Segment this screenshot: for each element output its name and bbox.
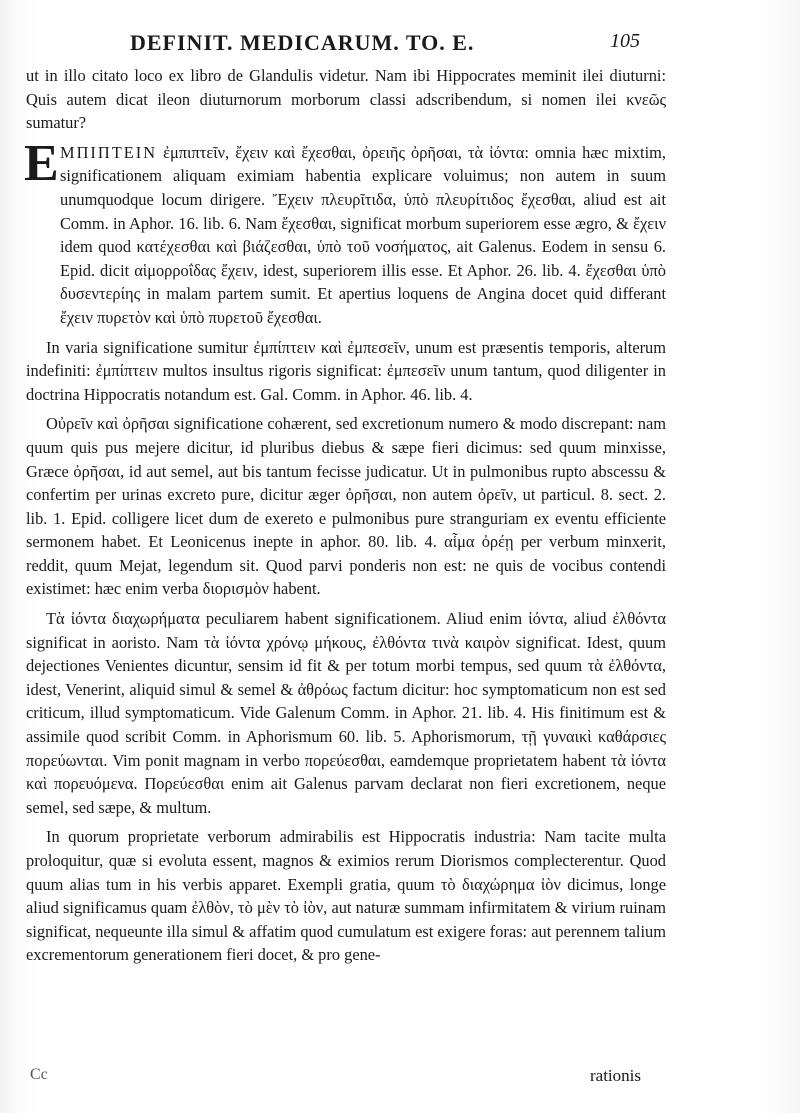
page-footer — [0, 1066, 800, 1090]
paragraph-text: ἐμπιπτεῖν, ἔχειν καὶ ἔχεσθαι, ὀρειῆς ὀρῆσαι, τὰ ἰόντα: omnia hæc mixtim, significationem aliquam eximiam habentia explicare voluimus; non autem in suum unumquodque locum dirigere. Ἔχειν πλευρῖτιδα, ὑπὸ πλευρίτιδος ἔχεσθαι, aliud est ait Comm. in Aphor. 16. lib. 6. Nam ἔχεσθαι, significat morbum superiorem esse ægro, & ἔχειν idem quod κατέχεσθαι καὶ βιάζεσθαι, ὑπὸ τοῦ νοσήματος, ait Galenus. Eodem in sensu 6. Epid. dicit αἱμορροΐδας ἔχειν, idest, superiorem illis esse. Et Aphor. 26. lib. 4. ἔχεσθαι ὑπὸ δυσεντερίης in malam partem sumit. Et apertius loquens de Angina docet quid differant ἔχειν πυρετὸν καὶ ὑπὸ πυρετοῦ ἔχεσθαι. — [60, 142, 666, 327]
paragraph-continuation: ut in illo citato loco ex libro de Glandulis videtur. Nam ibi Hippocrates meminit ilei diuturni: Quis autem dicat ileon diuturnorum morborum classi adscribendum, si nomen ilei κνεῶς sumatur? — [26, 66, 666, 133]
paragraph-empiptein — [24, 134, 666, 330]
paragraph-varia-significatione: In varia significatione sumitur ἐμπίπτειν καὶ ἐμπεσεῖν, unum est præsentis temporis, alterum indefiniti: ἐμπίπτειν multos insultus rigoris significat: ἐμπεσεῖν unum tantum, quod diligenter in doctrina Hippocratis notandum est. Gal. Comm. in Aphor. 46. lib. 4. — [26, 337, 666, 404]
catchword: rationis — [590, 1066, 641, 1085]
main-text — [26, 64, 666, 973]
signature-mark: Cc — [30, 1066, 48, 1083]
page-number: 105 — [610, 30, 640, 52]
paragraph-ta-ionta: Τὰ ἰόντα διαχωρήματα peculiarem habent significationem. Aliud enim ἰόντα, aliud ἐλθόντα significat in aoristo. Nam τὰ ἰόντα χρόνῳ μήκους, ἐλθόντα τινὰ καιρὸν significat. Idest, quum dejectiones Venientes dicuntur, sensim id fit & per totum morbi tempus, sed quum τὰ ἐλθόντα, idest, Venerint, aliquid simul & semel & ἀθρόως factum dicitur: hoc symptomaticum non est sed criticum, illud symptomaticum. Vide Galenum Comm. in Aphor. 21. lib. 4. His finitimum est & assimile quod scribit Comm. in Aphorismum 60. lib. 5. Aphorismorum, τῇ γυναικὶ καθάρσιες πορεύωνται. Vim ponit magnam in verbo πορεύεσθαι, eamdemque proprietatem habent τὰ ἰόντα καὶ πορευόμενα. Πορεύεσθαι enim ait Galenus parvam declarat non fieri excretionem, neque semel, sed sæpe, & multum. — [26, 609, 666, 817]
paragraph-ourein: Οὐρεῖν καὶ ὀρῆσαι significatione cohærent, sed excretionum numero & modo discrepant: nam quum quis pus mejere dicitur, id pluribus diebus & sæpe fieri dicimus: sed quum minxisse, Græce ὀρῆσαι, id aut semel, aut bis tantum fecisse judicatur. Ut in pulmonibus rupto abscessu & confertim per urinas excreto pure, dicitur æger ὀρῆσαι, non autem ὀρεῖν, ut particul. 8. sect. 2. lib. 1. Epid. colligere licet dum de exereto e pulmonibus pure stranguriam ex eventu efficiente sermonem habet. Et Leonicenus inepte in aphor. 80. lib. 4. αἷμα ὀρέῃ per verbum minxerit, reddit, quum Mejat, legendum sit. Quod parvi ponderis non est: ne quis de vocibus contendi existimet: hæc enim verba διορισμὸν habent. — [26, 414, 666, 599]
paragraph-lead-word: ΜΠΙΠΤΕΙΝ — [60, 142, 158, 162]
running-head: DEFINIT. MEDICARUM. TO. E. — [130, 30, 475, 55]
drop-cap-initial: E — [24, 134, 59, 192]
page-header — [0, 30, 800, 58]
paragraph-proprietate: In quorum proprietate verborum admirabilis est Hippocratis industria: Nam tacite multa proloquitur, quæ si evoluta essent, magnos & eximios rerum Diorismos complecterentur. Quod quum alias tum in his verbis apparet. Exempli gratia, quum τὸ διαχώρημα ἰὸν dicimus, longe aliud significamus quam ἐλθὸν, τὸ μὲν τὸ ἰὸν, aut naturæ summam infirmitatem & virium ruinam significat, nequeunte illa simul & affatim quod cumulatum est exigere foras: aut perennem talium excrementorum generationem fieri docet, & pro gene- — [26, 827, 666, 965]
